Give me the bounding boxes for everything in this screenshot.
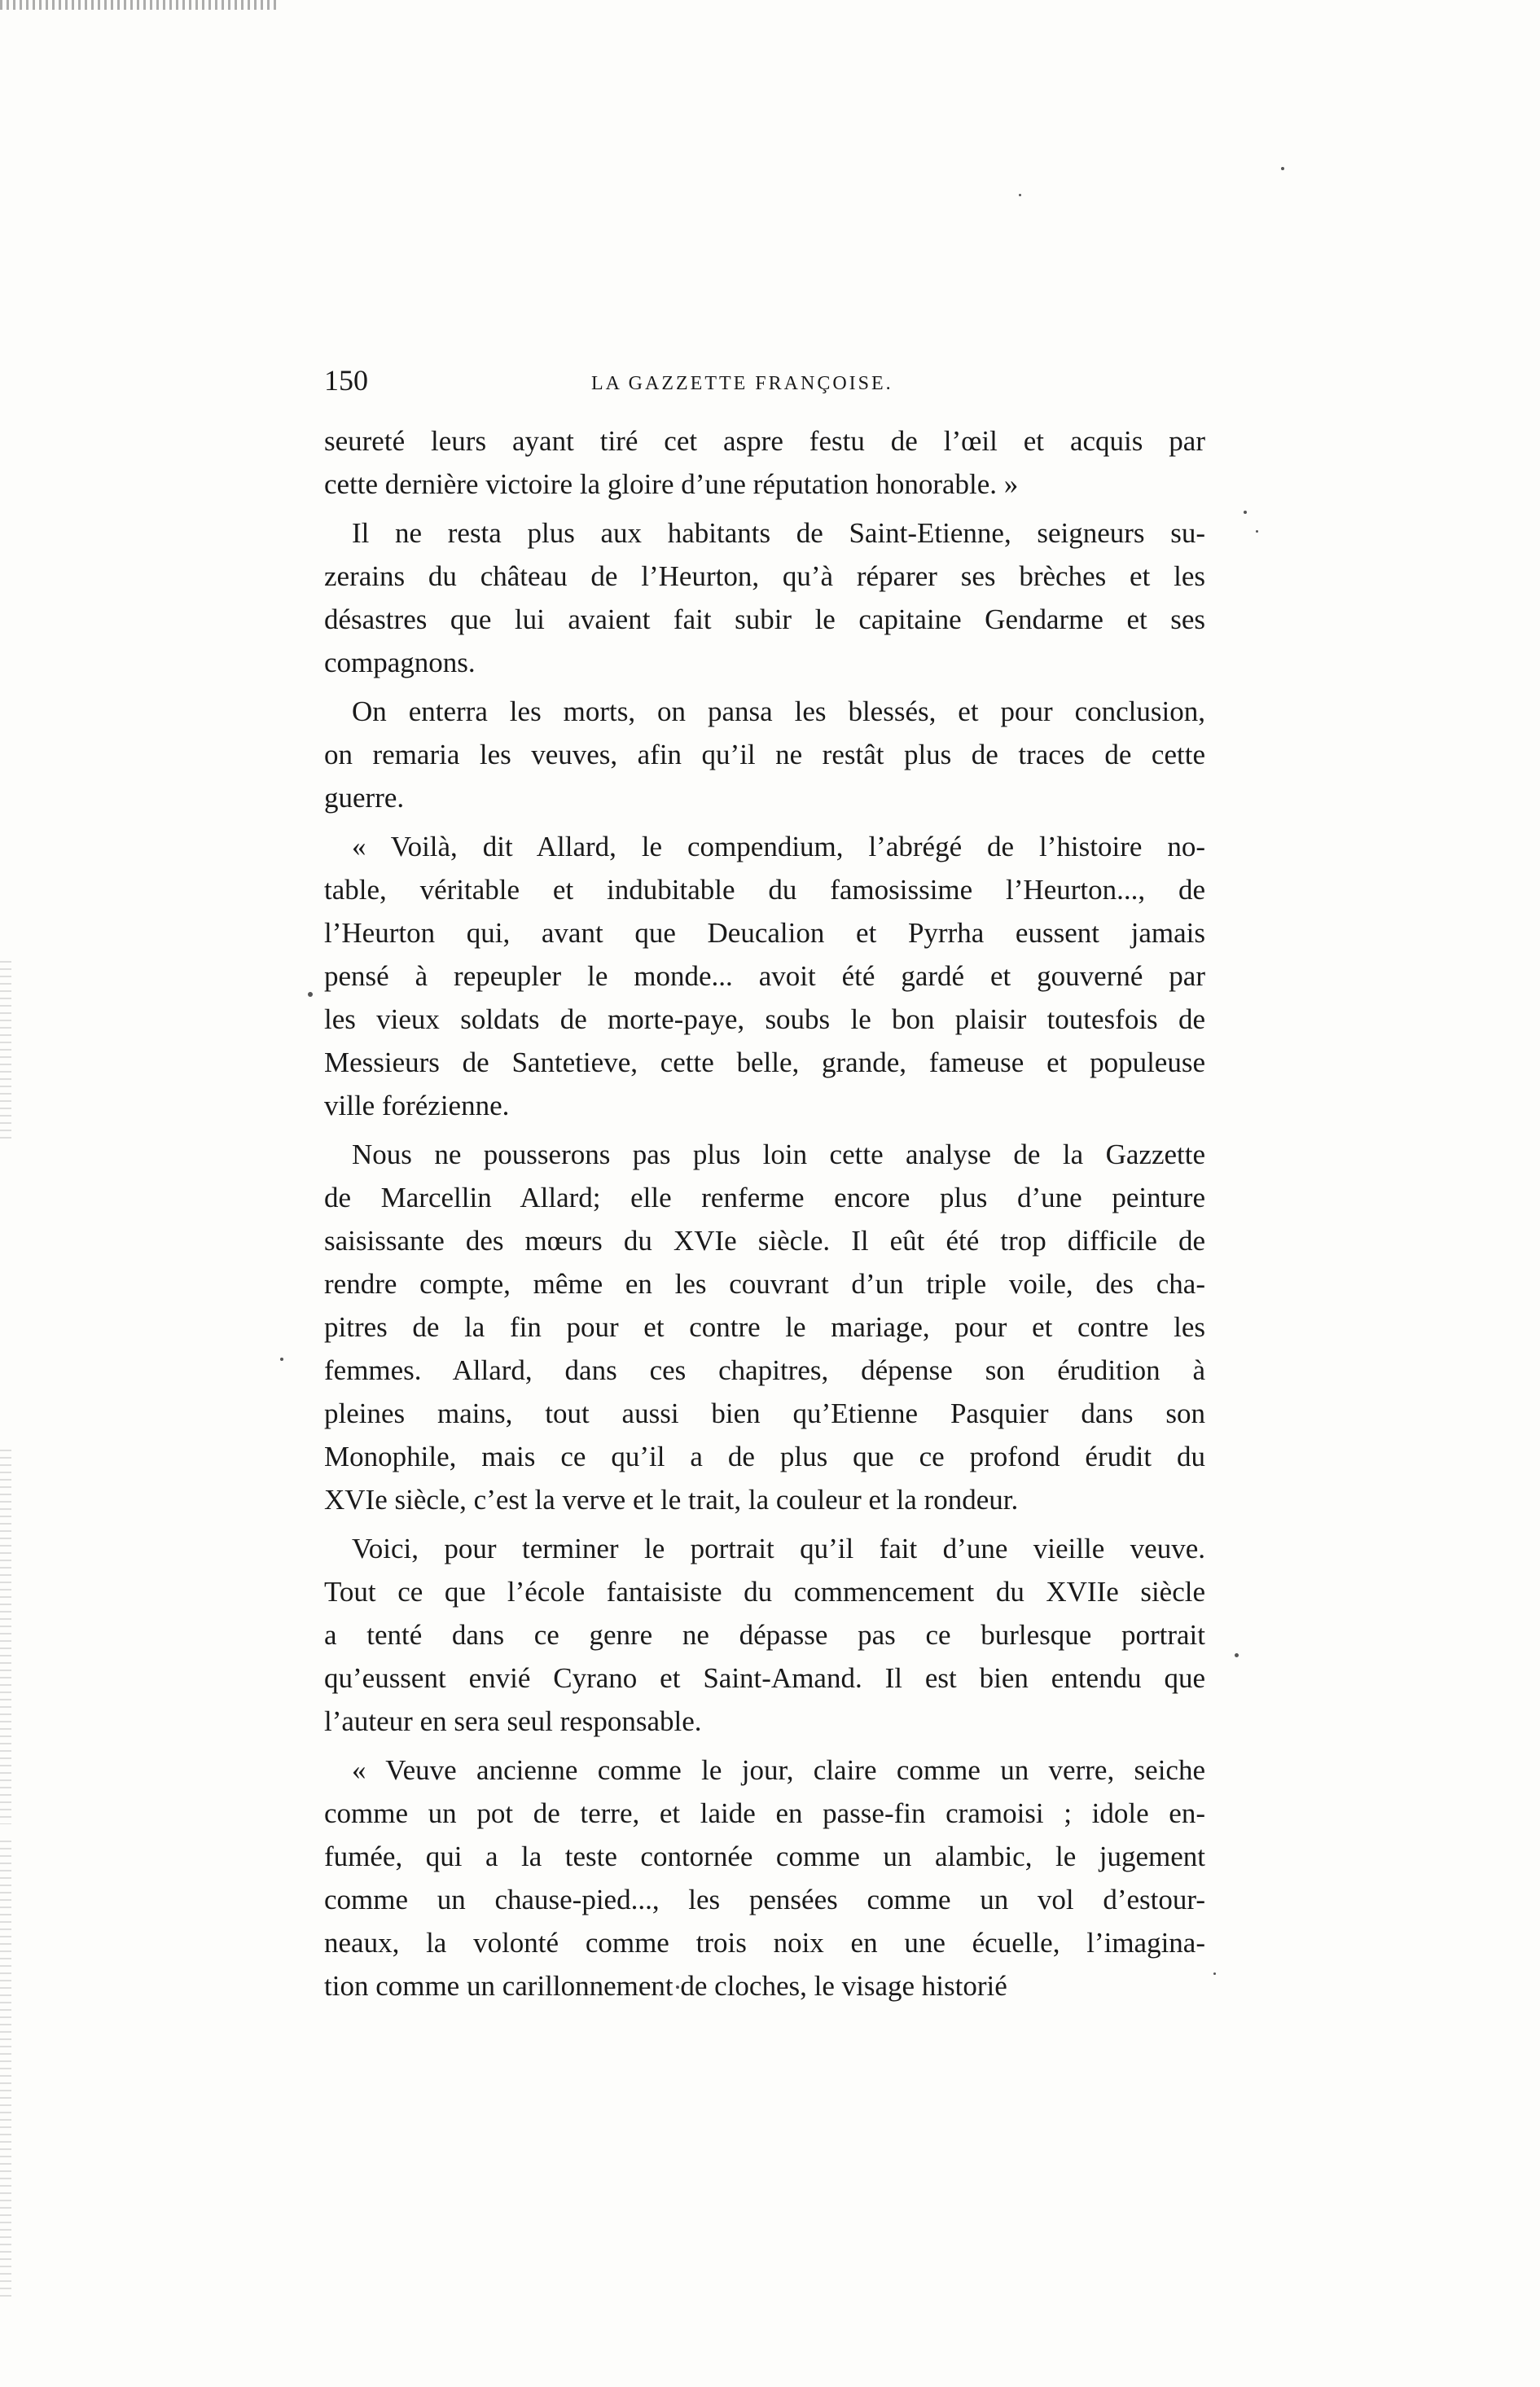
text-line: désastres que lui avaient fait subir le capitaine Gendarme et ses xyxy=(324,603,1205,635)
paragraph xyxy=(324,1527,1205,1743)
ink-speck xyxy=(1244,511,1247,514)
ink-speck xyxy=(280,1358,283,1361)
scan-edge-artifact xyxy=(0,1450,11,1824)
paragraph xyxy=(324,419,1205,506)
paragraph-gap xyxy=(324,506,1205,511)
text-line: Il ne resta plus aux habitants de Saint-Etienne, seigneurs su- xyxy=(352,517,1205,549)
text-line: les vieux soldats de morte-paye, soubs le bon plaisir toutesfois de xyxy=(324,1003,1205,1035)
text-line: XVIe siècle, c’est la verve et le trait, la couleur et la rondeur. xyxy=(324,1484,1019,1516)
text-line: compagnons. xyxy=(324,647,476,678)
scan-edge-artifact xyxy=(0,1841,11,2297)
text-line: Messieurs de Santetieve, cette belle, grande, fameuse et populeuse xyxy=(324,1047,1205,1078)
paragraph-gap xyxy=(324,1521,1205,1527)
ink-speck xyxy=(1019,194,1021,196)
text-line: de Marcellin Allard; elle renferme encore plus d’une peinture xyxy=(324,1182,1205,1213)
page-header xyxy=(324,363,1204,412)
text-line: zerains du château de l’Heurton, qu’à réparer ses brèches et les xyxy=(324,560,1205,592)
text-line: « Veuve ancienne comme le jour, claire comme un verre, seiche xyxy=(352,1754,1205,1786)
ink-speck xyxy=(1281,167,1284,170)
ink-speck xyxy=(1213,1972,1216,1975)
running-title: LA GAZZETTE FRANÇOISE. xyxy=(591,373,893,394)
ink-speck xyxy=(308,992,313,997)
paragraph-gap xyxy=(324,1743,1205,1749)
text-line: pleines mains, tout aussi bien qu’Etienne Pasquier dans son xyxy=(324,1398,1205,1429)
page-number: 150 xyxy=(324,364,368,397)
paragraph-gap xyxy=(324,684,1205,690)
text-line: pensé à repeupler le monde... avoit été gardé et gouverné par xyxy=(324,960,1205,992)
text-line: Nous ne pousserons pas plus loin cette analyse de la Gazzette xyxy=(352,1139,1205,1170)
text-line: comme un chause-pied..., les pensées comme un vol d’estour- xyxy=(324,1884,1205,1915)
text-line: saisissante des mœurs du XVIe siècle. Il eût été trop difficile de xyxy=(324,1225,1205,1257)
text-line: fumée, qui a la teste contornée comme un alambic, le jugement xyxy=(324,1841,1205,1872)
ink-speck xyxy=(1235,1653,1239,1657)
paragraph-gap xyxy=(324,1127,1205,1133)
text-line: On enterra les morts, on pansa les blessés, et pour conclusion, xyxy=(352,695,1205,727)
paragraph xyxy=(324,1749,1205,2007)
paragraph xyxy=(324,1133,1205,1521)
paragraph xyxy=(324,690,1205,819)
text-line: qu’eussent envié Cyrano et Saint-Amand. Il est bien entendu que xyxy=(324,1662,1205,1694)
paragraph xyxy=(324,511,1205,684)
text-line: seureté leurs ayant tiré cet aspre festu de l’œil et acquis par xyxy=(324,425,1205,457)
text-line: Monophile, mais ce qu’il a de plus que ce profond érudit du xyxy=(324,1441,1205,1472)
text-line: rendre compte, même en les couvrant d’un triple voile, des cha- xyxy=(324,1268,1205,1300)
text-line: on remaria les veuves, afin qu’il ne restât plus de traces de cette xyxy=(324,739,1205,770)
text-line: Tout ce que l’école fantaisiste du commencement du XVIIe siècle xyxy=(324,1576,1205,1608)
text-line: neaux, la volonté comme trois noix en une écuelle, l’imagina- xyxy=(324,1927,1205,1959)
text-line: tion comme un carillonnement de cloches, le visage historié xyxy=(324,1970,1007,2002)
text-line: a tenté dans ce genre ne dépasse pas ce burlesque portrait xyxy=(324,1619,1205,1651)
text-line: « Voilà, dit Allard, le compendium, l’abrégé de l’histoire no- xyxy=(352,831,1205,862)
body-text xyxy=(324,419,1205,2007)
text-line: ville forézienne. xyxy=(324,1090,510,1121)
text-line: Voici, pour terminer le portrait qu’il fait d’une vieille veuve. xyxy=(352,1533,1205,1564)
text-line: femmes. Allard, dans ces chapitres, dépense son érudition à xyxy=(324,1354,1205,1386)
scan-edge-artifact xyxy=(0,961,11,1140)
text-line: table, véritable et indubitable du famosissime l’Heurton..., de xyxy=(324,874,1205,906)
text-line: cette dernière victoire la gloire d’une réputation honorable. » xyxy=(324,468,1019,500)
text-line: guerre. xyxy=(324,782,405,814)
text-line: l’Heurton qui, avant que Deucalion et Pyrrha eussent jamais xyxy=(324,917,1205,949)
paragraph-gap xyxy=(324,819,1205,825)
text-line: l’auteur en sera seul responsable. xyxy=(324,1705,702,1737)
text-line: comme un pot de terre, et laide en passe-fin cramoisi ; idole en- xyxy=(324,1797,1205,1829)
paragraph xyxy=(324,825,1205,1127)
scan-edge-artifact xyxy=(0,0,277,10)
text-line: pitres de la fin pour et contre le mariage, pour et contre les xyxy=(324,1311,1205,1343)
ink-speck xyxy=(1256,530,1258,533)
